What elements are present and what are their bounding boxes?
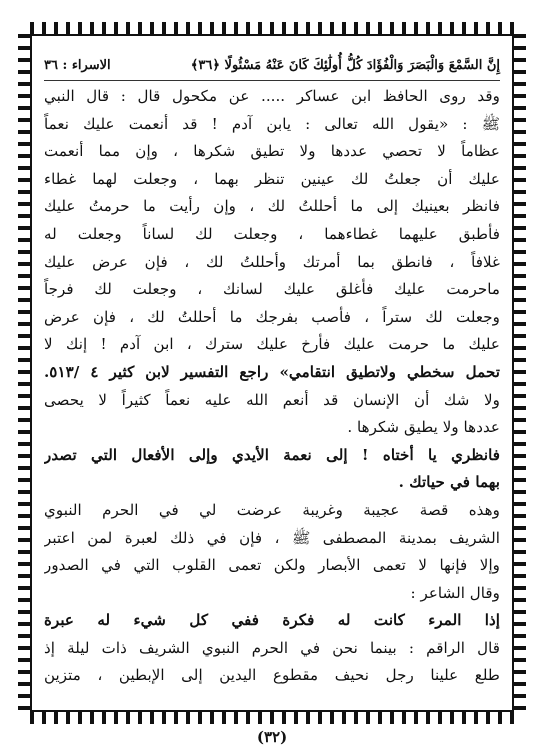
text-line: قال الراقم : بينما نحن في الحرم النبوي الشريف ذات ليلة إذ <box>44 638 500 657</box>
text-line: ماحرمت عليك فأغلق عليك لسانك ، وجعلت لك فرجاً <box>44 280 500 299</box>
text-line: فانظر بعينيك إلى ما أحللتُ لك ، وإن رأيت ما حرمتُ عليك <box>44 197 500 216</box>
page-number: (٣٢) <box>256 728 288 746</box>
text-line: عددها ولا يطيق شكرها . <box>347 418 500 437</box>
text-line: الشريف بمدينة المصطفى ﷺ ، فإن في ذلك لعبرة لمن اعتبر <box>44 528 500 547</box>
top-border-ornament <box>30 22 514 34</box>
text-line: وإلا فإنها لا تعمى الأبصار ولكن تعمى القلوب التي في الصدور <box>44 556 500 575</box>
page-body <box>44 52 500 746</box>
text-line: وقد روى الحافظ ابن عساكر ..... عن مكحول قال : قال النبي <box>44 87 500 105</box>
text-line: بهما في حياتك . <box>398 473 500 492</box>
text-line: تحمل سخطي ولاتطيق انتقامي» راجع التفسير لابن كثير ٤ /٥١٣. <box>44 362 500 381</box>
text-block <box>44 83 500 690</box>
text-line: فأطبق عليهما غطاءهما ، وجعلت لك لساناً وجعلت له <box>44 224 500 243</box>
text-line: غلافاً ، فانطق بما أمرتك وأحللتُ لك ، فإن عرض عليك <box>44 252 500 271</box>
text-line: إذا المرء كانت له فكرة ففي كل شيء له عبرة <box>44 611 500 630</box>
text-line: عليك أن جعلتُ لك عينين تنظر بهما ، وجعلت لهما غطاء <box>44 169 500 188</box>
text-line: وجعلت لك ستراً ، فأصب بفرجك ما أحللتُ لك ، فإن عرض <box>44 307 500 326</box>
verse-reference: الاسراء : ٣٦ <box>44 58 111 73</box>
text-line: ولا شك أن الإنسان قد أنعم الله عليه نعماً كثيراً لا يحصى <box>44 390 500 409</box>
text-line: عليك ما حرمت عليك فأرخ عليك سترك ، ابن آدم ! إنك لا <box>44 335 500 354</box>
left-border-ornament <box>18 34 30 712</box>
text-line: طلع علينا رجل نحيف مقطوع اليدين إلى الإبطين ، متزين <box>44 666 500 685</box>
text-line: فانظري يا أختاه ! إلى نعمة الأيدي وإلى الأفعال التي تصدر <box>44 445 500 464</box>
page-header <box>44 52 500 81</box>
quran-verse: إِنَّ السَّمْعَ وَالْبَصَرَ وَالْفُؤَادَ كُلُّ أُولَٰئِكَ كَانَ عَنْهُ مَسْئُولًا ﴿٣٦﴾ <box>190 58 500 73</box>
text-line: وقال الشاعر : <box>410 583 500 602</box>
text-line: عظاماً لا تحصي عددها ولا تطيق شكرها ، وإن مما أنعمت <box>44 142 500 161</box>
bottom-border-ornament <box>30 712 514 724</box>
text-line: ﷺ : «يقول الله تعالى : يابن آدم ! قد أنعمت عليك نعماً <box>44 114 500 133</box>
right-border-ornament <box>514 34 526 712</box>
text-line: وهذه قصة عجيبة وغريبة عرضت لي في الحرم النبوي <box>44 500 500 519</box>
